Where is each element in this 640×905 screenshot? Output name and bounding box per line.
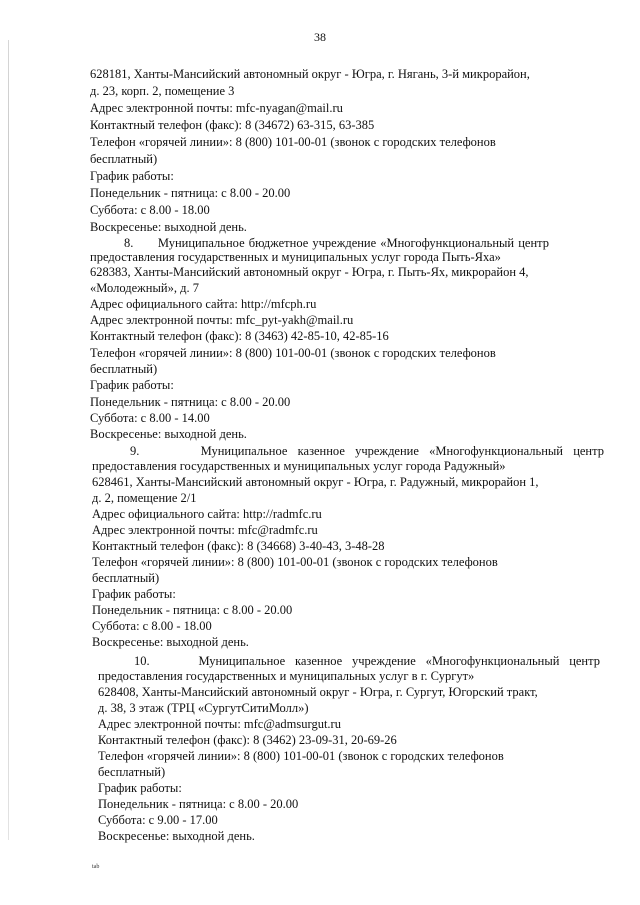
hotline-line: бесплатный) (98, 765, 166, 779)
address-line: 628383, Ханты-Мансийский автономный округ - Югра, г. Пыть-Ях, микрорайон 4, (90, 265, 529, 279)
section-heading: 10. Муниципальное казенное учреждение «Многофункциональный центр (134, 654, 600, 668)
schedule-saturday: Суббота: с 8.00 - 18.00 (92, 619, 212, 633)
schedule-title: График работы: (90, 169, 174, 183)
website-line: Адрес официального сайта: http://mfcph.ru (90, 297, 317, 311)
hotline-line: Телефон «горячей линии»: 8 (800) 101-00-01 (звонок с городских телефонов (98, 749, 504, 763)
schedule-weekdays: Понедельник - пятница: с 8.00 - 20.00 (90, 186, 291, 200)
schedule-sunday: Воскресенье: выходной день. (92, 635, 249, 649)
section-heading-cont: предоставления государственных и муниципальных услуг в г. Сургут» (98, 669, 475, 683)
scan-edge-line (8, 40, 9, 840)
address-line: 628408, Ханты-Мансийский автономный округ - Югра, г. Сургут, Югорский тракт, (98, 685, 538, 699)
schedule-title: График работы: (90, 378, 174, 392)
address-line: 628461, Ханты-Мансийский автономный округ - Югра, г. Радужный, микрорайон 1, (92, 475, 539, 489)
footer-mark: tab (92, 864, 100, 870)
schedule-saturday: Суббота: с 8.00 - 18.00 (90, 203, 210, 217)
hotline-line: Телефон «горячей линии»: 8 (800) 101-00-01 (звонок с городских телефонов (92, 555, 498, 569)
schedule-title: График работы: (98, 781, 182, 795)
schedule-sunday: Воскресенье: выходной день. (90, 427, 247, 441)
schedule-weekdays: Понедельник - пятница: с 8.00 - 20.00 (92, 603, 293, 617)
phone-line: Контактный телефон (факс): 8 (3462) 23-09-31, 20-69-26 (98, 733, 397, 747)
email-line: Адрес электронной почты: mfc@radmfc.ru (92, 523, 318, 537)
schedule-weekdays: Понедельник - пятница: с 8.00 - 20.00 (90, 395, 291, 409)
email-line: Адрес электронной почты: mfc-nyagan@mail.ru (90, 101, 343, 115)
schedule-saturday: Суббота: с 9.00 - 17.00 (98, 813, 218, 827)
email-line: Адрес электронной почты: mfc@admsurgut.ru (98, 717, 341, 731)
schedule-title: График работы: (92, 587, 176, 601)
section-heading-cont: предоставления государственных и муниципальных услуг города Пыть-Яха» (90, 250, 501, 264)
address-line: «Молодежный», д. 7 (90, 281, 199, 295)
page-number: 38 (314, 30, 326, 44)
phone-line: Контактный телефон (факс): 8 (3463) 42-85-10, 42-85-16 (90, 329, 389, 343)
schedule-saturday: Суббота: с 8.00 - 14.00 (90, 411, 210, 425)
section-heading: 8. Муниципальное бюджетное учреждение «Многофункциональный центр (124, 236, 549, 250)
hotline-line: Телефон «горячей линии»: 8 (800) 101-00-01 (звонок с городских телефонов (90, 135, 496, 149)
schedule-weekdays: Понедельник - пятница: с 8.00 - 20.00 (98, 797, 299, 811)
phone-line: Контактный телефон (факс): 8 (34668) 3-40-43, 3-48-28 (92, 539, 385, 553)
address-line: д. 2, помещение 2/1 (92, 491, 197, 505)
hotline-line: Телефон «горячей линии»: 8 (800) 101-00-01 (звонок с городских телефонов (90, 346, 496, 360)
email-line: Адрес электронной почты: mfc_pyt-yakh@mail.ru (90, 313, 354, 327)
hotline-line: бесплатный) (90, 152, 158, 166)
address-line: д. 38, 3 этаж (ТРЦ «СургутСитиМолл») (98, 701, 309, 715)
website-line: Адрес официального сайта: http://radmfc.ru (92, 507, 322, 521)
hotline-line: бесплатный) (92, 571, 160, 585)
schedule-sunday: Воскресенье: выходной день. (90, 220, 247, 234)
phone-line: Контактный телефон (факс): 8 (34672) 63-315, 63-385 (90, 118, 375, 132)
section-heading-cont: предоставления государственных и муниципальных услуг города Радужный» (92, 459, 506, 473)
section-heading: 9. Муниципальное казенное учреждение «Многофункциональный центр (130, 444, 604, 458)
schedule-sunday: Воскресенье: выходной день. (98, 829, 255, 843)
hotline-line: бесплатный) (90, 362, 158, 376)
address-line: д. 23, корп. 2, помещение 3 (90, 84, 235, 98)
address-line: 628181, Ханты-Мансийский автономный округ - Югра, г. Нягань, 3-й микрорайон, (90, 67, 530, 81)
